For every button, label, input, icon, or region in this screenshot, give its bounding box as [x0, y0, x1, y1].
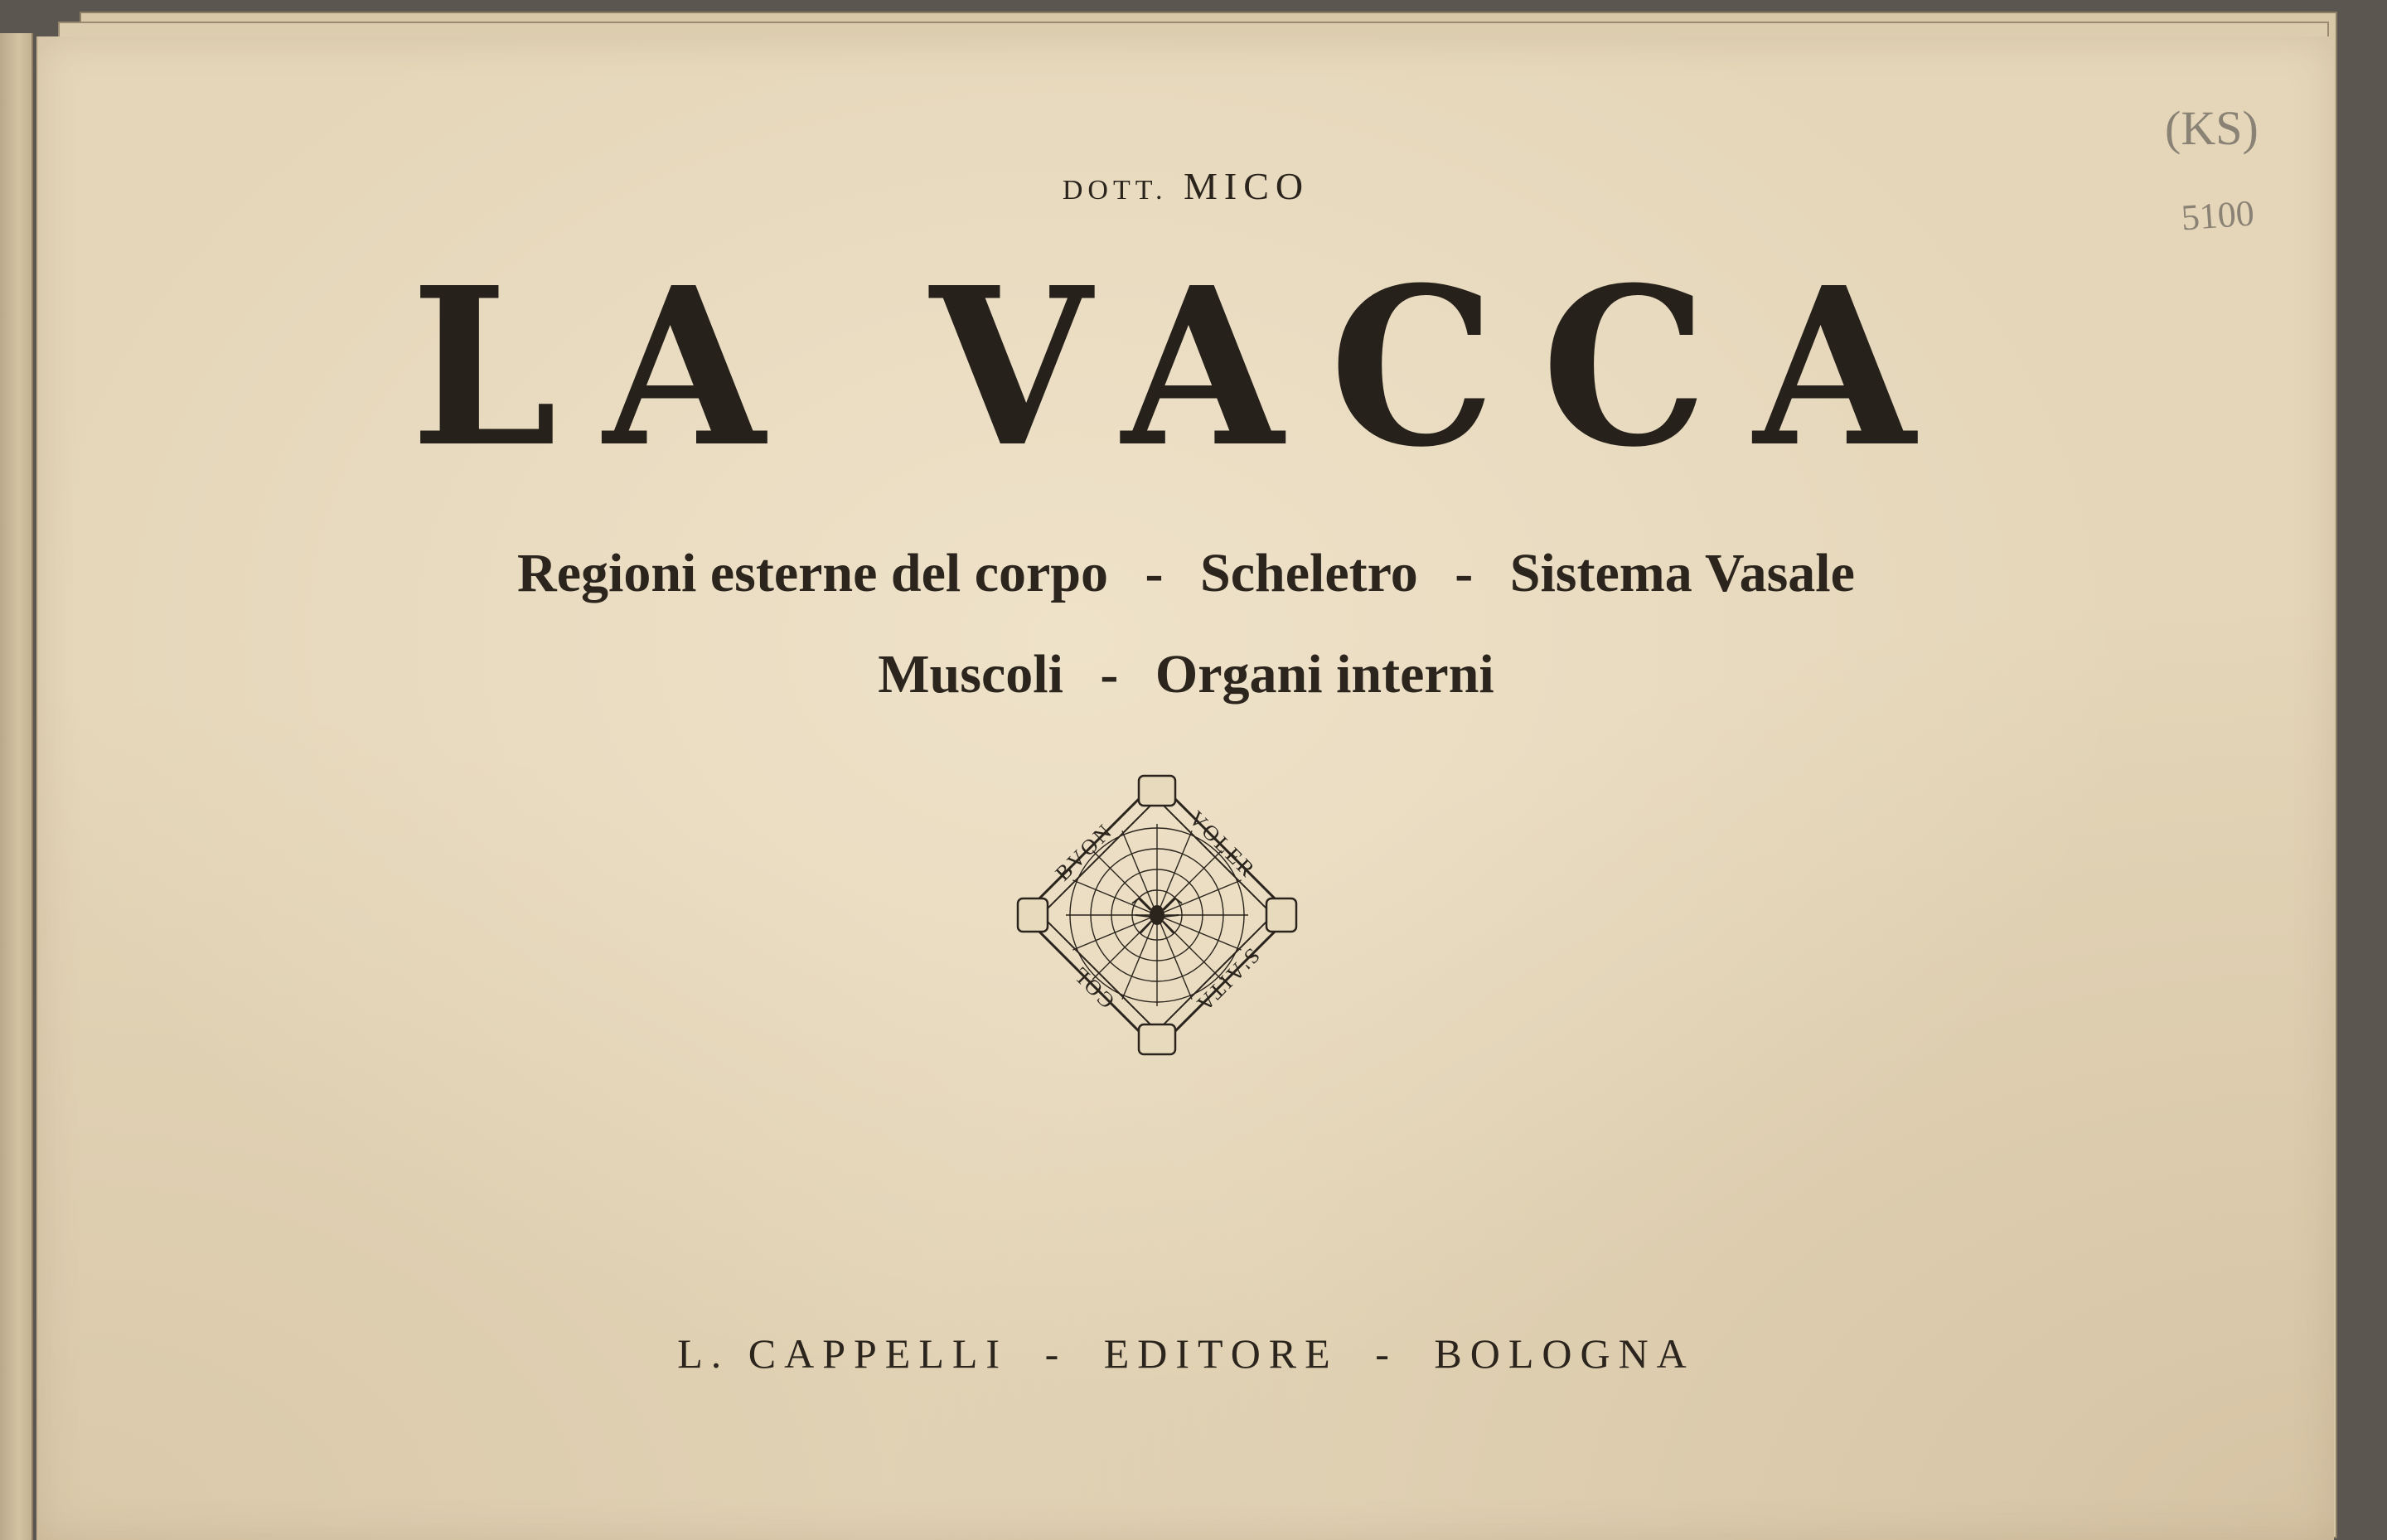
subtitle-item: Organi interni: [1155, 644, 1494, 705]
author-prefix: DOTT.: [1062, 175, 1168, 206]
web-spoke: [1092, 850, 1157, 915]
emblem-text: VOLER: [1184, 806, 1261, 884]
emblem-text: COL: [1066, 960, 1120, 1014]
emblem-text: S'AITA: [1190, 943, 1265, 1018]
svg-text:S'AITA: [1191, 943, 1265, 1017]
subtitle-item: Scheletro: [1200, 543, 1418, 603]
title-page: [36, 36, 2334, 1540]
separator: -: [1145, 543, 1164, 603]
separator: -: [1044, 1330, 1068, 1377]
web-spoke: [1157, 850, 1222, 915]
separator: -: [1375, 1330, 1397, 1377]
publisher-name: L. CAPPELLI: [677, 1330, 1009, 1377]
svg-text:VOLER: [1184, 806, 1261, 883]
page-title: LA VACCA: [410, 240, 1962, 495]
publisher-city: BOLOGNA: [1434, 1330, 1695, 1377]
pencil-note-text: (KS): [2165, 101, 2259, 155]
pencil-note-text: 5100: [2180, 192, 2256, 239]
subtitle-item: Muscoli: [878, 644, 1063, 705]
subtitle-item: Sistema Vasale: [1509, 543, 1855, 603]
author-name: MICO: [1184, 165, 1310, 207]
binding-fold: [0, 33, 33, 1540]
pencil-annotation: [2140, 70, 2306, 260]
separator: -: [1100, 644, 1119, 705]
subtitle-line-1: [38, 542, 2334, 605]
publisher-role: EDITORE: [1103, 1330, 1339, 1377]
subtitle-item: Regioni esterne del corpo: [517, 543, 1109, 603]
author-line: [38, 164, 2334, 208]
emblem-text: BVON: [1050, 818, 1118, 886]
spider-web-emblem-icon: [1016, 774, 1298, 1056]
subtitle-line-2: [38, 643, 2334, 706]
svg-text:BVON: [1051, 818, 1118, 885]
separator: -: [1455, 543, 1474, 603]
publisher-line: [38, 1329, 2334, 1378]
